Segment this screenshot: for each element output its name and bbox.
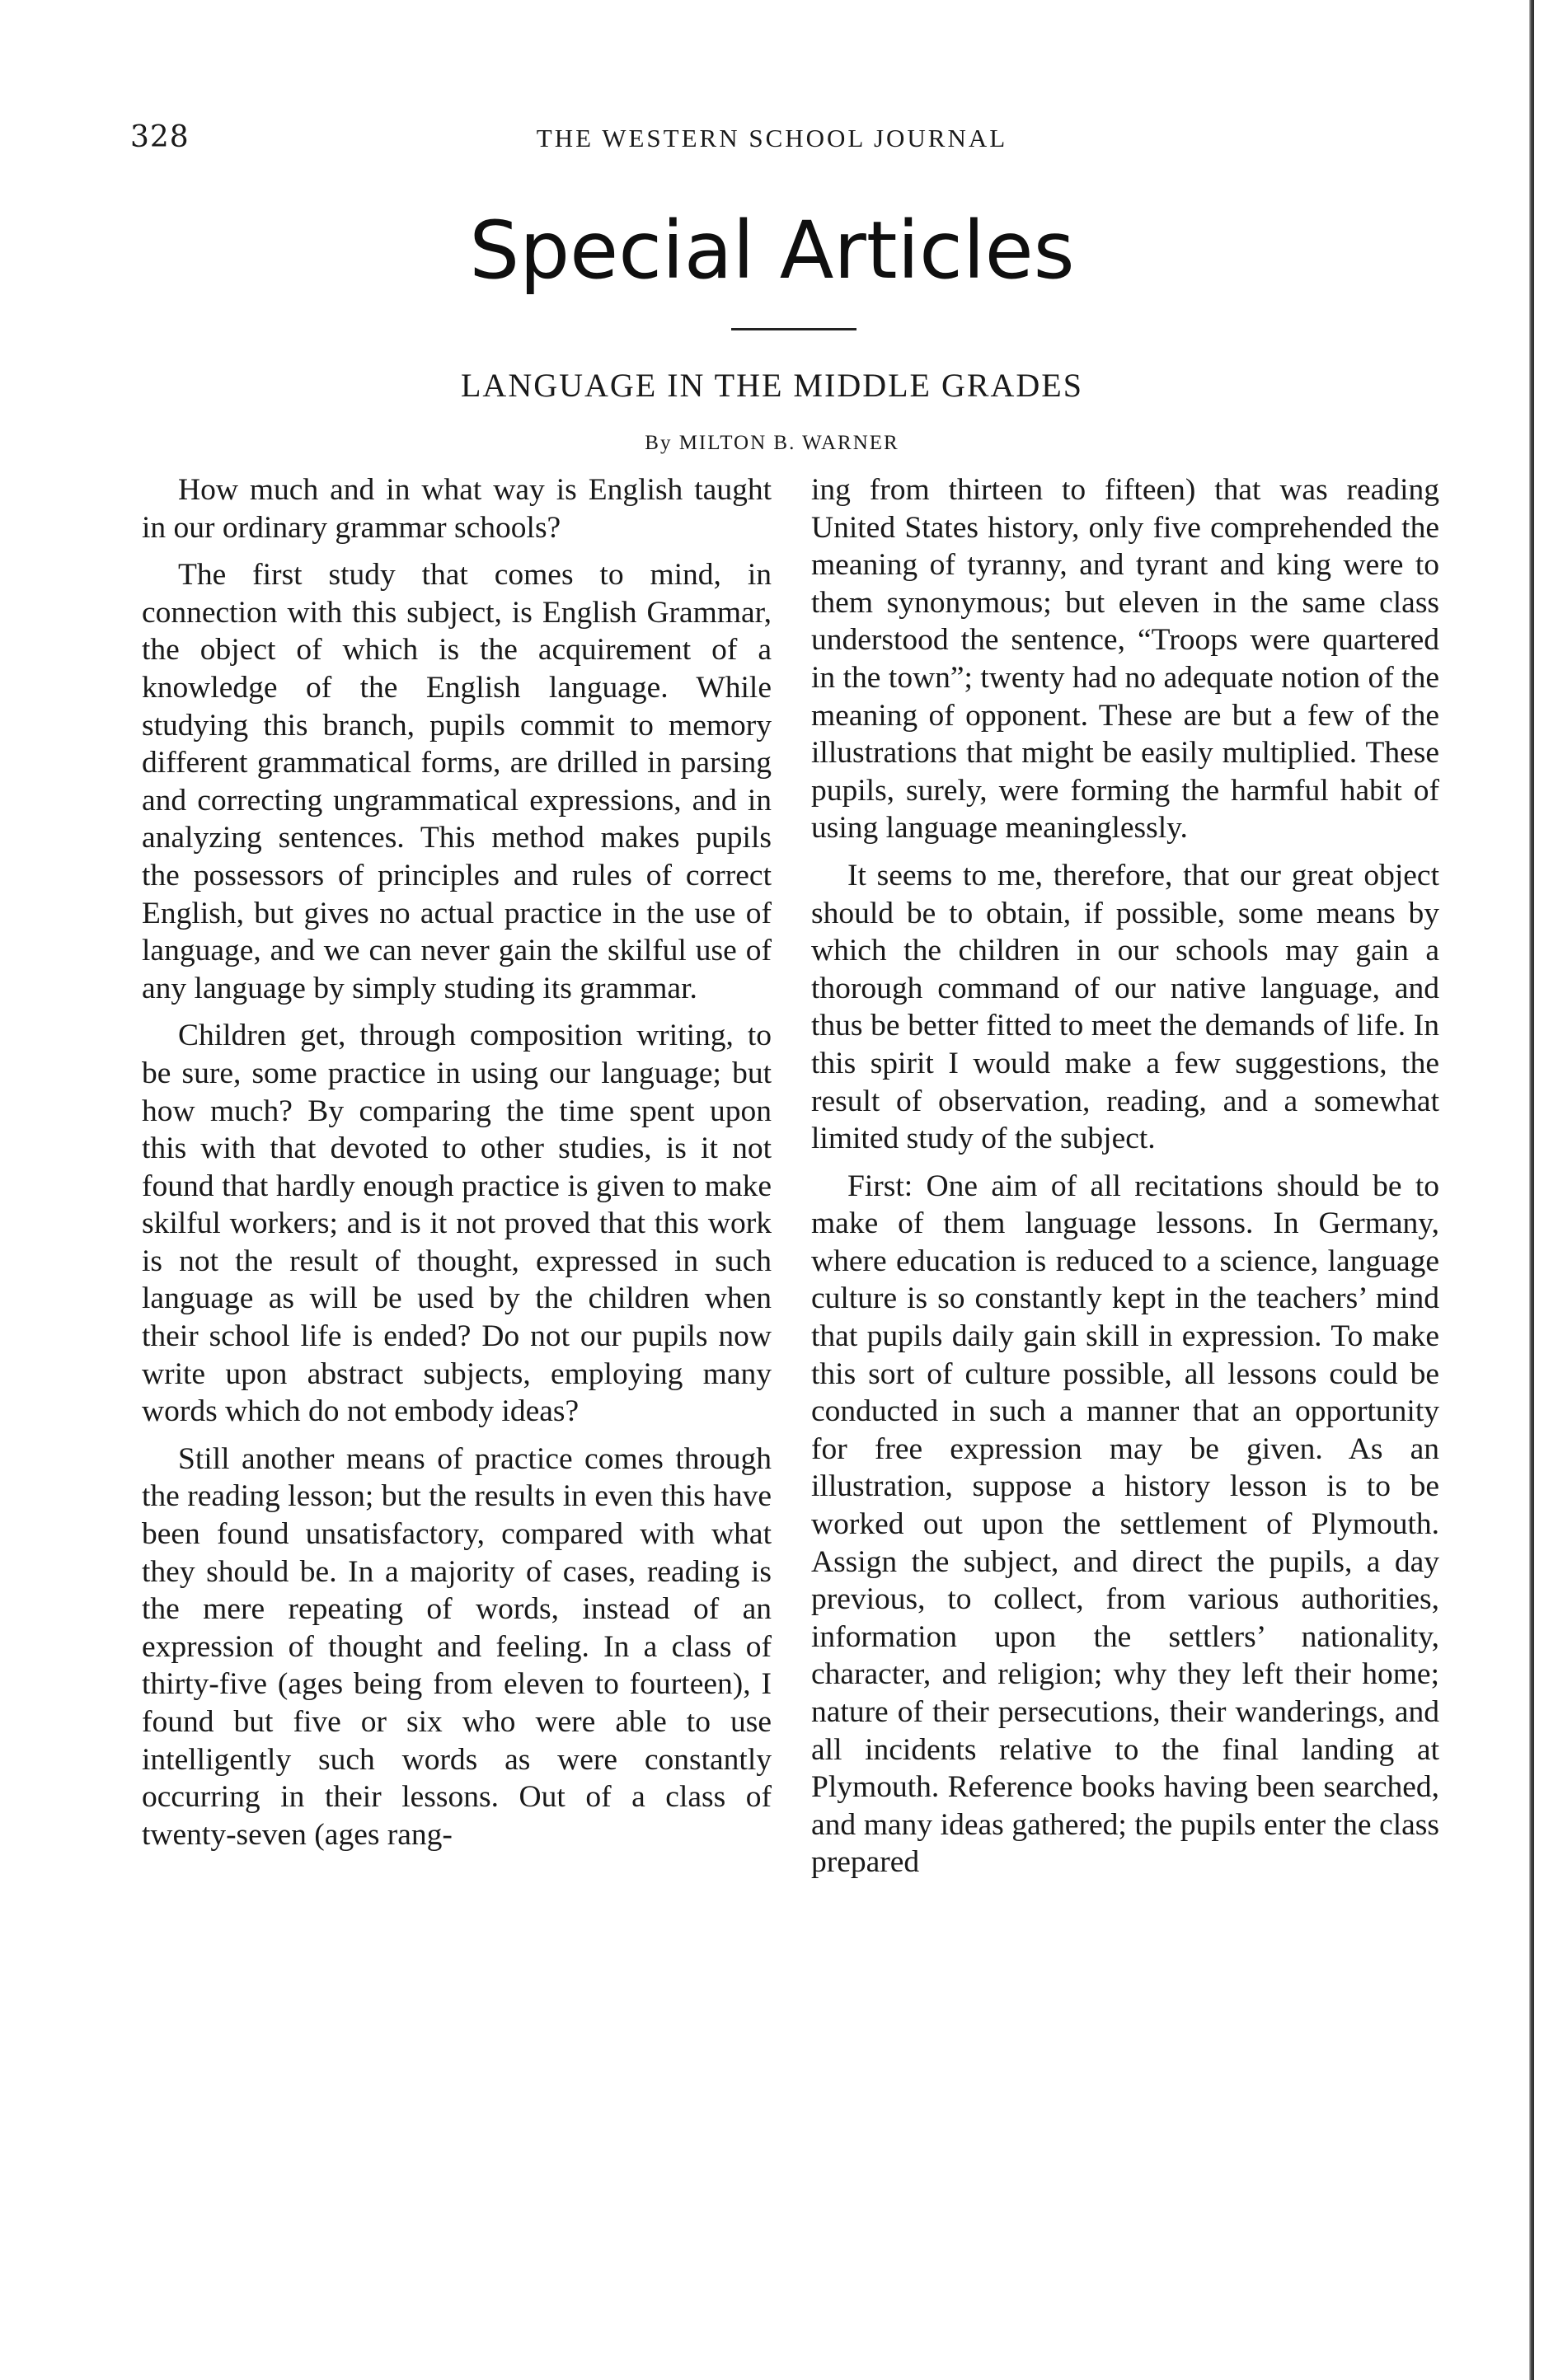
paragraph: Children get, through composition writing, to be sure, some practice in using our language; but how much? By comparing the time spent upon this with that devoted to other studies, is it not found that hardly enough practice is given to make skilful workers; and is it not proved that this work is not the result of thought, expressed in such language as will be used by the children when their school life is ended? Do not our pupils now write upon abstract subjects, employing many words which do not embody ideas?	[142, 1019, 772, 1429]
right-column	[811, 471, 1439, 1891]
page-edge-shadow	[1529, 0, 1534, 2380]
left-column	[142, 471, 772, 1863]
paragraph-continued: ing from thirteen to fifteen) that was reading United States history, only five comprehended the meaning of tyranny, and tyrant and king were to them synonymous; but eleven in the same class understood the sentence, “Troops were quartered in the town”; twenty had no adequate notion of the meaning of opponent. These are but a few of the illustrations that might be easily multiplied. These pupils, surely, were forming the harmful habit of using language meaninglessly.	[811, 473, 1439, 846]
section-title: Special Articles	[469, 204, 1075, 297]
title-divider	[731, 328, 856, 330]
paragraph: Still another means of practice comes through the reading lesson; but the results in even this have been found unsatisfactory, compared with what they should be. In a majority of cases, reading is the mere repeating of words, instead of an expression of thought and feeling. In a class of thirty-five (ages being from eleven to fourteen), I found but five or six who were able to use intelligently such words as were constantly occurring in their lessons. Out of a class of twenty-seven (ages rang-	[142, 1441, 772, 1852]
article-title: LANGUAGE IN THE MIDDLE GRADES	[461, 367, 1083, 404]
running-head: THE WESTERN SCHOOL JOURNAL	[536, 124, 1008, 152]
paragraph: How much and in what way is English taught in our ordinary grammar schools?	[142, 473, 772, 545]
article-byline: By MILTON B. WARNER	[645, 432, 899, 454]
paragraph: It seems to me, therefore, that our great object should be to obtain, if possible, some means by which the children in our schools may gain a thorough command of our native language, and thus be better fitted to meet the demands of life. In this spirit I would make a few suggestions, the result of observation, reading, and a somewhat limited study of the subject.	[811, 858, 1439, 1156]
paragraph: First: One aim of all recitations should be to make of them language lessons. In Germany, where education is reduced to a science, language culture is so constantly kept in the teachers’ mind that pupils daily gain skill in expression. To make this sort of culture possible, all lessons could be conducted in such a manner that an opportunity for free expression may be given. As an illustration, suppose a history lesson is to be worked out upon the settlement of Plymouth. Assign the subject, and direct the pupils, a day previous, to collect, from various authorities, information upon the settlers’ nationality, character, and religion; why they left their home; nature of their persecutions, their wanderings, and all incidents relative to the final landing at Plymouth. Reference books having been searched, and many ideas gathered; the pupils enter the class prepared	[811, 1169, 1439, 1880]
paragraph: The first study that comes to mind, in connection with this subject, is English Grammar, the object of which is the acquirement of a knowledge of the English language. While studying this branch, pupils commit to memory different grammatical forms, are drilled in parsing and correcting ungrammatical expressions, and in analyzing sentences. This method makes pupils the possessors of principles and rules of correct English, but gives no actual practice in the use of language, and we can never gain the skilful use of any language by simply studing its grammar.	[142, 558, 772, 1005]
page-number: 328	[130, 120, 190, 154]
